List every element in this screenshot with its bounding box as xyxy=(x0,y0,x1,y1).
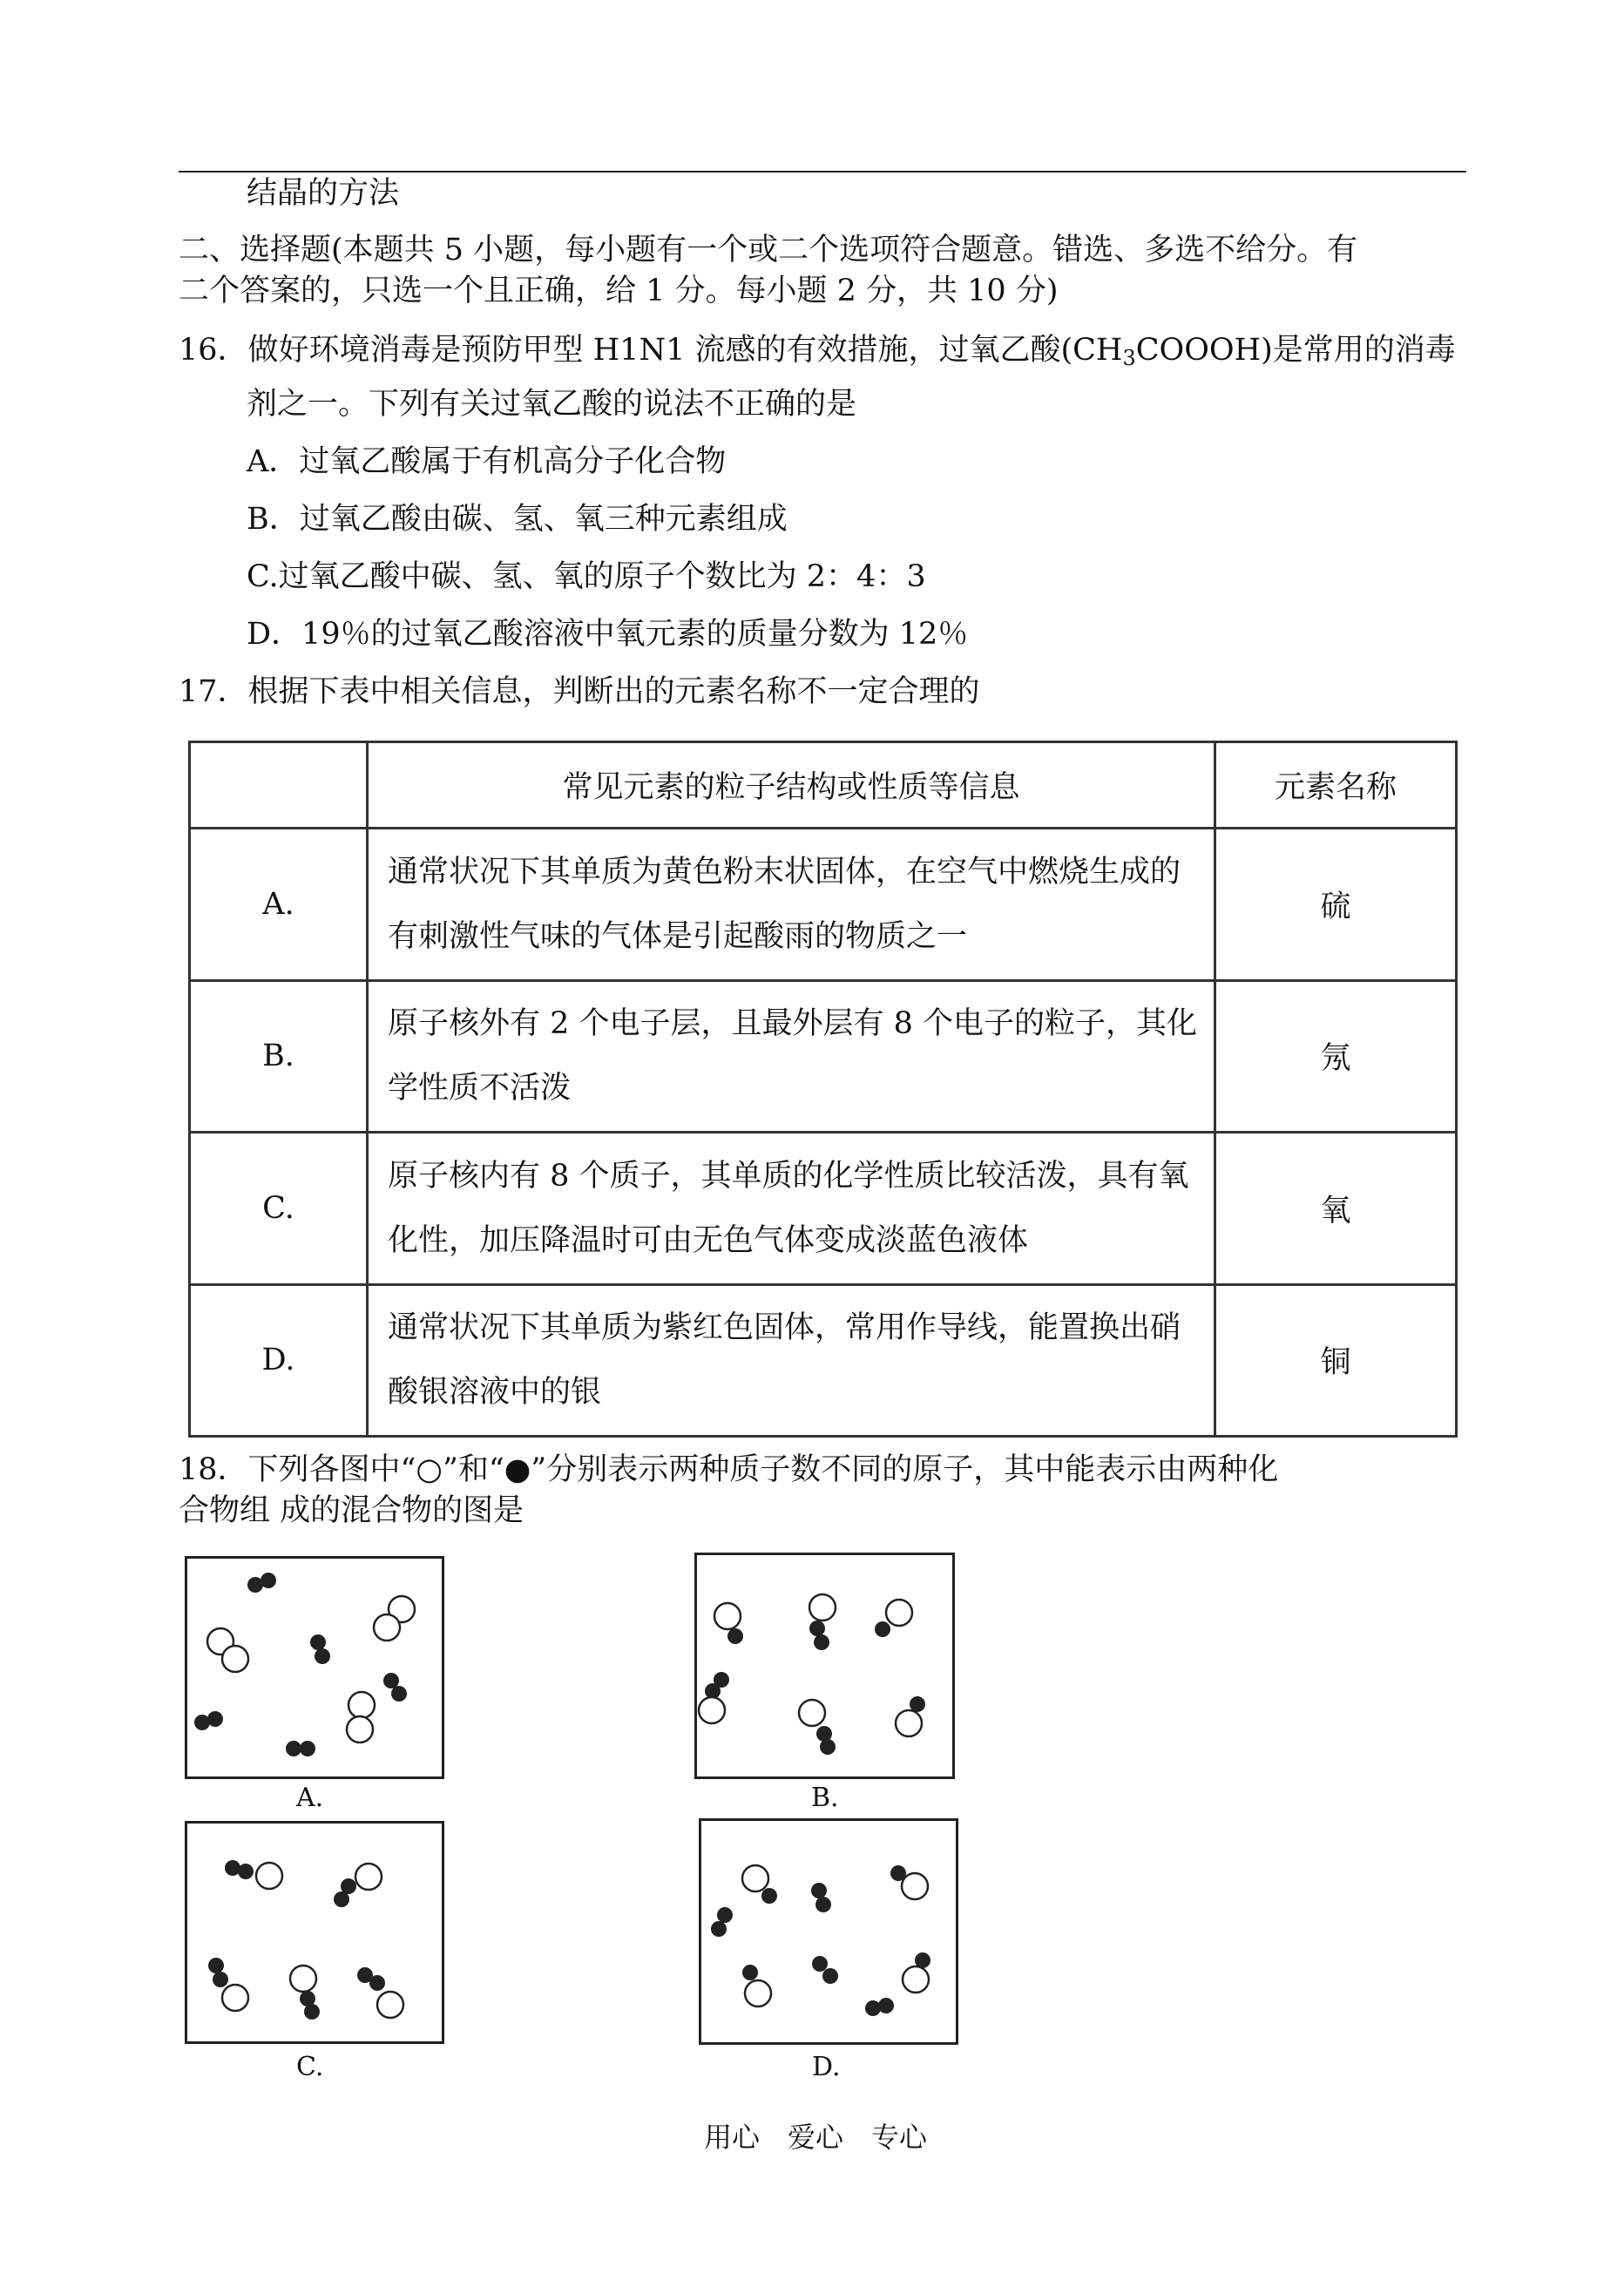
q16-subscript: 3 xyxy=(1122,346,1136,370)
q18-stem-line1: 18．下列各图中“○”和“●”分别表示两种质子数不同的原子，其中能表示由两种化 xyxy=(179,1452,1279,1487)
page-footer: 用心 爱心 专心 xyxy=(704,2121,928,2154)
row-letter: C. xyxy=(190,1133,368,1285)
figure-b-particles xyxy=(697,1555,952,1776)
header-cell-info: 常见元素的粒子结构或性质等信息 xyxy=(368,742,1215,829)
header-rule xyxy=(179,171,1466,173)
q16-option-d: D．19％的过氧乙酸溶液中氧元素的质量分数为 12％ xyxy=(247,617,969,652)
q16-option-c: C.过氧乙酸中碳、氢、氧的原子个数比为 2：4：3 xyxy=(247,559,926,594)
section-heading-line1: 二、选择题(本题共 5 小题，每小题有一个或二个选项符合题意。错选、多选不给分。有 xyxy=(179,233,1358,267)
header-cell-empty xyxy=(190,742,368,829)
figure-d-particles xyxy=(701,1821,956,2042)
row-description: 原子核外有 2 个电子层，且最外层有 8 个电子的粒子，其化学性质不活泼 xyxy=(368,980,1215,1133)
row-description: 通常状况下其单质为紫红色固体，常用作导线，能置换出硝酸银溶液中的银 xyxy=(368,1284,1215,1437)
figure-b-label: B. xyxy=(811,1783,839,1813)
figure-b-box xyxy=(694,1553,955,1779)
figure-a-label: A. xyxy=(296,1783,324,1813)
row-description: 通常状况下其单质为黄色粉末状固体，在空气中燃烧生成的有刺激性气味的气体是引起酸雨的物质之一 xyxy=(368,829,1215,981)
q18-stem-line2: 合物组 成的混合物的图是 xyxy=(179,1493,524,1528)
q16-stem-a: 16．做好环境消毒是预防甲型 H1N1 流感的有效措施，过氧乙酸(CH xyxy=(179,333,1123,368)
table-header-row xyxy=(190,742,1457,829)
q16-stem-b: COOOH)是常用的消毒 xyxy=(1135,333,1456,368)
header-cell-name: 元素名称 xyxy=(1215,742,1457,829)
q16-stem-line2: 剂之一。下列有关过氧乙酸的说法不正确的是 xyxy=(247,387,857,422)
figure-a-box xyxy=(185,1556,444,1779)
figure-c-particles xyxy=(187,1824,442,2041)
figure-d-label: D. xyxy=(812,2052,841,2082)
q17-stem: 17．根据下表中相关信息，判断出的元素名称不一定合理的 xyxy=(179,674,980,709)
row-letter: B. xyxy=(190,980,368,1133)
table-row xyxy=(190,829,1457,981)
q16-option-a: A．过氧乙酸属于有机高分子化合物 xyxy=(247,444,727,479)
element-info-table xyxy=(188,741,1458,1438)
figure-c-box xyxy=(185,1821,444,2044)
table-row xyxy=(190,1284,1457,1437)
q16-stem-line1 xyxy=(179,331,1456,377)
row-description: 原子核内有 8 个质子，其单质的化学性质比较活泼，具有氧化性，加压降温时可由无色气体变成淡蓝色液体 xyxy=(368,1133,1215,1285)
row-element-name: 氧 xyxy=(1215,1133,1457,1285)
figure-c-label: C. xyxy=(296,2052,324,2082)
table-row xyxy=(190,980,1457,1133)
row-element-name: 铜 xyxy=(1215,1284,1457,1437)
table-row xyxy=(190,1133,1457,1285)
row-letter: A. xyxy=(190,829,368,981)
section-heading-line2: 二个答案的，只选一个且正确，给 1 分。每小题 2 分，共 10 分) xyxy=(179,274,1059,308)
figure-a-particles xyxy=(187,1559,442,1776)
figure-d-box xyxy=(699,1818,958,2045)
row-element-name: 氖 xyxy=(1215,980,1457,1133)
top-fragment: 结晶的方法 xyxy=(247,176,400,211)
q16-option-b: B．过氧乙酸由碳、氢、氧三种元素组成 xyxy=(247,502,788,537)
row-element-name: 硫 xyxy=(1215,829,1457,981)
row-letter: D. xyxy=(190,1284,368,1437)
